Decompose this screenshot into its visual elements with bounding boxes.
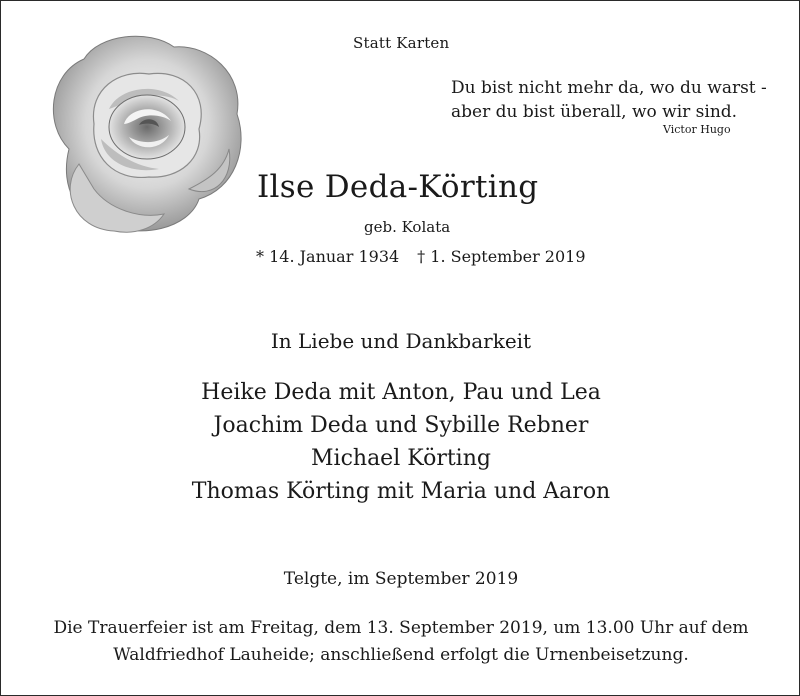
statt-karten-label: Statt Karten	[353, 34, 450, 52]
place-date: Telgte, im September 2019	[283, 569, 519, 589]
dedication: In Liebe und Dankbarkeit	[270, 329, 532, 353]
death-date: † 1. September 2019	[417, 247, 586, 266]
deceased-name: Ilse Deda-Körting	[257, 169, 539, 205]
quote-line-1: Du bist nicht mehr da, wo du warst -	[451, 78, 767, 98]
mourner-line: Michael Körting	[311, 446, 491, 471]
mourner-line: Joachim Deda und Sybille Rebner	[213, 413, 589, 438]
birth-date: * 14. Januar 1934	[256, 247, 400, 266]
service-line-2: Waldfriedhof Lauheide; anschließend erfolgt die Urnenbeisetzung.	[113, 645, 689, 665]
mourner-line: Thomas Körting mit Maria und Aaron	[191, 479, 611, 504]
birth-name: geb. Kolata	[364, 218, 451, 236]
service-line-1: Die Trauerfeier ist am Freitag, dem 13. September 2019, um 13.00 Uhr auf dem	[53, 618, 749, 638]
mourner-line: Heike Deda mit Anton, Pau und Lea	[201, 380, 601, 405]
life-dates	[256, 247, 586, 266]
mourners-list	[1, 376, 800, 508]
quote	[451, 76, 767, 124]
service-info	[1, 615, 800, 669]
quote-author: Victor Hugo	[663, 123, 731, 136]
quote-line-2: aber du bist überall, wo wir sind.	[451, 102, 738, 122]
rose-flower-icon	[39, 29, 249, 239]
